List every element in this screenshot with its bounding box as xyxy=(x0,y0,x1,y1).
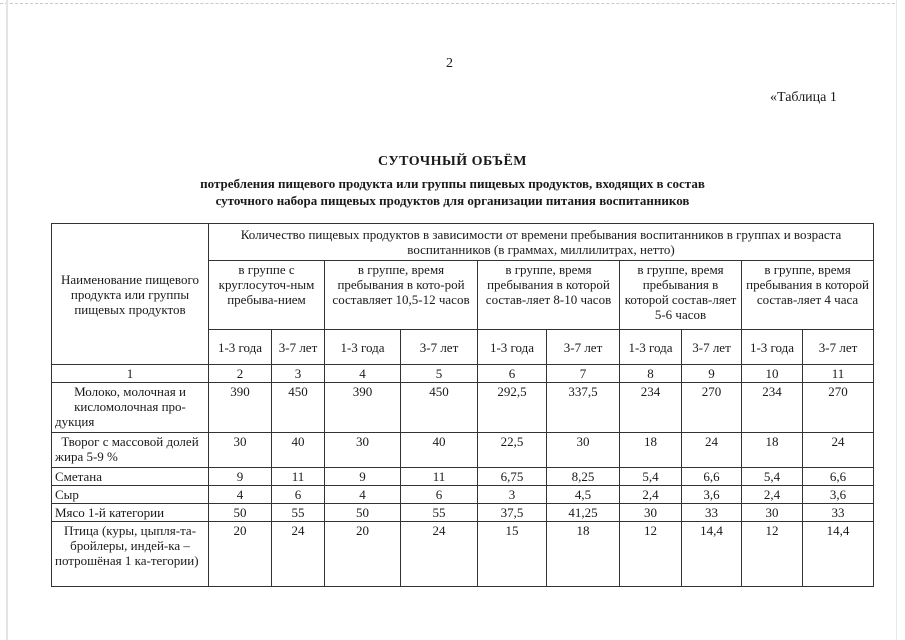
table-cell: 6,6 xyxy=(803,468,874,486)
group-header-10-12-hours: в группе, время пребывания в кото-рой составляет 10,5-12 часов xyxy=(325,261,478,330)
table-cell: 18 xyxy=(547,522,620,587)
table-cell: 24 xyxy=(272,522,325,587)
table-cell: 37,5 xyxy=(478,504,547,522)
subtitle-line-2: суточного набора пищевых продуктов для организации питания воспитанников xyxy=(215,193,690,208)
column-number: 5 xyxy=(401,365,478,383)
table-row xyxy=(52,504,874,522)
table-cell: 6 xyxy=(272,486,325,504)
table-cell: 3,6 xyxy=(682,486,742,504)
table-cell: 234 xyxy=(620,383,682,433)
column-number: 9 xyxy=(682,365,742,383)
table-cell: 270 xyxy=(803,383,874,433)
table-cell: 30 xyxy=(742,504,803,522)
age-header: 3-7 лет xyxy=(803,330,874,365)
table-cell: 12 xyxy=(620,522,682,587)
table-cell: 33 xyxy=(682,504,742,522)
group-header-8-10-hours: в группе, время пребывания в которой состав-ляет 8-10 часов xyxy=(478,261,620,330)
age-header: 1-3 года xyxy=(742,330,803,365)
column-number: 2 xyxy=(209,365,272,383)
table-cell: 18 xyxy=(620,433,682,468)
table-cell: 24 xyxy=(803,433,874,468)
table-cell: 6 xyxy=(401,486,478,504)
table-cell: 5,4 xyxy=(742,468,803,486)
table-cell: 30 xyxy=(325,433,401,468)
group-header-4-hours: в группе, время пребывания в которой состав-ляет 4 часа xyxy=(742,261,874,330)
age-header: 1-3 года xyxy=(620,330,682,365)
column-number: 1 xyxy=(52,365,209,383)
table-cell: 40 xyxy=(272,433,325,468)
table-cell: 14,4 xyxy=(682,522,742,587)
table-cell: 5,4 xyxy=(620,468,682,486)
table-row xyxy=(52,383,874,433)
table-cell: 20 xyxy=(209,522,272,587)
table-cell: 50 xyxy=(325,504,401,522)
table-cell: 6,75 xyxy=(478,468,547,486)
table-cell: 9 xyxy=(325,468,401,486)
table-cell: 50 xyxy=(209,504,272,522)
table-cell: 292,5 xyxy=(478,383,547,433)
table-cell: 14,4 xyxy=(803,522,874,587)
subtitle-line-1: потребления пищевого продукта или группы пищевых продуктов, входящих в состав xyxy=(200,176,705,191)
table-cell: 22,5 xyxy=(478,433,547,468)
table-row xyxy=(52,522,874,587)
age-header: 3-7 лет xyxy=(682,330,742,365)
table-row xyxy=(52,486,874,504)
column-number: 11 xyxy=(803,365,874,383)
table-cell: 4,5 xyxy=(547,486,620,504)
age-header: 3-7 лет xyxy=(401,330,478,365)
table-cell: 4 xyxy=(209,486,272,504)
table-cell: 24 xyxy=(682,433,742,468)
age-header: 1-3 года xyxy=(478,330,547,365)
age-header: 3-7 лет xyxy=(272,330,325,365)
table-cell: 2,4 xyxy=(742,486,803,504)
product-name: Сметана xyxy=(52,468,209,486)
scan-edge-top xyxy=(0,3,895,4)
age-header: 1-3 года xyxy=(209,330,272,365)
scan-edge-right xyxy=(896,0,897,640)
table-cell: 2,4 xyxy=(620,486,682,504)
table-cell: 450 xyxy=(401,383,478,433)
consumption-table xyxy=(51,223,874,587)
table-cell: 11 xyxy=(272,468,325,486)
column-number: 8 xyxy=(620,365,682,383)
column-number: 10 xyxy=(742,365,803,383)
table-cell: 3,6 xyxy=(803,486,874,504)
table-cell: 4 xyxy=(325,486,401,504)
table-cell: 12 xyxy=(742,522,803,587)
table-cell: 11 xyxy=(401,468,478,486)
table-cell: 30 xyxy=(547,433,620,468)
page-number: 2 xyxy=(446,56,453,71)
table-cell: 390 xyxy=(209,383,272,433)
product-name: Сыр xyxy=(52,486,209,504)
column-number: 6 xyxy=(478,365,547,383)
table-cell: 41,25 xyxy=(547,504,620,522)
table-cell: 234 xyxy=(742,383,803,433)
table-cell: 270 xyxy=(682,383,742,433)
table-cell: 6,6 xyxy=(682,468,742,486)
product-name-header: Наименование пищевого продукта или группы пищевых продуктов xyxy=(52,224,209,365)
table-cell: 15 xyxy=(478,522,547,587)
column-number-row xyxy=(52,365,874,383)
table-cell: 30 xyxy=(209,433,272,468)
column-number: 4 xyxy=(325,365,401,383)
age-header: 3-7 лет xyxy=(547,330,620,365)
table-reference: «Таблица 1 xyxy=(770,90,837,105)
product-name: Мясо 1-й категории xyxy=(52,504,209,522)
group-header-round-the-clock: в группе с круглосуточ-ным пребыва-нием xyxy=(209,261,325,330)
product-name: Творог с массовой долей жира 5-9 % xyxy=(52,433,209,468)
consumption-table-wrapper xyxy=(51,223,873,587)
table-cell: 390 xyxy=(325,383,401,433)
scan-edge-left xyxy=(6,0,8,640)
age-header: 1-3 года xyxy=(325,330,401,365)
table-cell: 24 xyxy=(401,522,478,587)
quantity-header: Количество пищевых продуктов в зависимости от времени пребывания воспитанников в группах и возраста воспитанников (в граммах, миллилитрах, нетто) xyxy=(209,224,874,261)
table-row xyxy=(52,468,874,486)
product-name: Молоко, молочная и кисломолочная про-дукция xyxy=(52,383,209,433)
column-number: 3 xyxy=(272,365,325,383)
table-cell: 3 xyxy=(478,486,547,504)
table-cell: 30 xyxy=(620,504,682,522)
table-cell: 55 xyxy=(272,504,325,522)
table-cell: 33 xyxy=(803,504,874,522)
table-cell: 450 xyxy=(272,383,325,433)
table-row xyxy=(52,433,874,468)
table-cell: 18 xyxy=(742,433,803,468)
table-cell: 337,5 xyxy=(547,383,620,433)
group-header-5-6-hours: в группе, время пребывания в которой состав-ляет 5-6 часов xyxy=(620,261,742,330)
table-cell: 40 xyxy=(401,433,478,468)
document-title: СУТОЧНЫЙ ОБЪЁМ xyxy=(377,154,528,169)
column-number: 7 xyxy=(547,365,620,383)
document-subtitle xyxy=(0,175,905,209)
product-name: Птица (куры, цыпля-та-бройлеры, индей-ка – потрошёная 1 ка-тегории) xyxy=(52,522,209,587)
table-cell: 20 xyxy=(325,522,401,587)
table-cell: 9 xyxy=(209,468,272,486)
table-cell: 55 xyxy=(401,504,478,522)
table-cell: 8,25 xyxy=(547,468,620,486)
